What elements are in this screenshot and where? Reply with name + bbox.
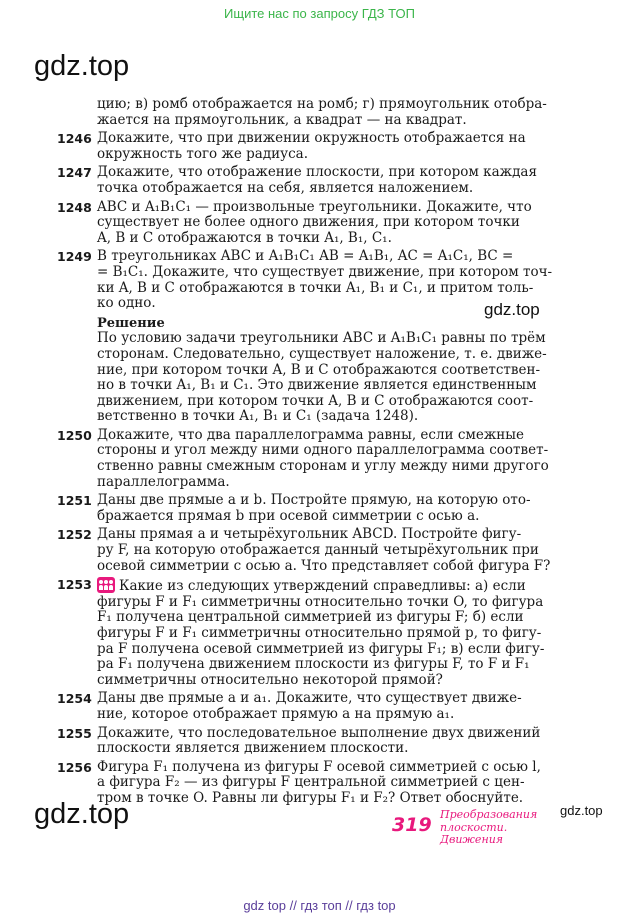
text-line: ко одно. bbox=[97, 295, 156, 312]
problem-number: 1256 bbox=[57, 759, 92, 775]
text-line: фигуры F и F₁ симметричны относительно точки O, то фигура bbox=[97, 593, 544, 610]
text-line: а фигура F₂ — из фигуры F центральной симметрией с цен- bbox=[97, 774, 525, 791]
text-line: жается на прямоугольник, а квадрат — на квадрат. bbox=[97, 111, 467, 128]
text-line: ру F, на которую отображается данный четырёхугольник при bbox=[97, 542, 539, 559]
problem-number: 1255 bbox=[57, 725, 92, 741]
problem-1246 bbox=[57, 131, 565, 162]
text-line: тром в точке O. Равны ли фигуры F₁ и F₂? Ответ обоснуйте. bbox=[97, 789, 524, 806]
text-line: фигуры F и F₁ симметричны относительно прямой p, то фигу- bbox=[97, 625, 542, 641]
problem-number: 1254 bbox=[57, 691, 92, 707]
text-line: сторонам. Следовательно, существует наложение, т. е. движе- bbox=[97, 345, 547, 362]
footer-links[interactable]: gdz top // гдз топ // гдз top bbox=[243, 898, 396, 913]
problem-number: 1252 bbox=[57, 527, 92, 543]
problem-1256 bbox=[57, 760, 565, 807]
text-line: В треугольниках ABC и A₁B₁C₁ AB = A₁B₁, AC = A₁C₁, BC = bbox=[97, 248, 514, 265]
text-line: A, B и C отображаются в точки A₁, B₁, C₁. bbox=[97, 229, 392, 246]
text-line: ственно равны смежным сторонам и углу между ними другого bbox=[97, 458, 549, 475]
problem-1253 bbox=[57, 577, 565, 688]
text-line: ра F₁ получена движением плоскости из фигуры F, то F и F₁ bbox=[97, 656, 530, 673]
continuation-text bbox=[57, 97, 565, 128]
problem-number: 1251 bbox=[57, 493, 92, 509]
section-title-line: плоскости. bbox=[440, 820, 508, 834]
problem-1254 bbox=[57, 691, 565, 722]
text-line: движением, при котором точки A, B и C отображаются соот- bbox=[97, 392, 534, 409]
text-line: симметричны относительно некоторой прямой? bbox=[97, 671, 443, 688]
page-content bbox=[57, 97, 565, 807]
text-line: Какие из следующих утверждений справедливы: а) если bbox=[119, 578, 526, 595]
text-line: Докажите, что последовательное выполнение двух движений bbox=[97, 724, 541, 741]
problem-number: 1246 bbox=[57, 131, 92, 147]
text-line: параллелограмма. bbox=[97, 473, 230, 490]
section-title bbox=[440, 809, 537, 847]
top-banner[interactable]: Ищите нас по запросу ГДЗ ТОП bbox=[224, 6, 415, 21]
text-line: бражается прямая b при осевой симметрии с осью a. bbox=[97, 507, 480, 524]
problem-number: 1250 bbox=[57, 427, 92, 443]
text-line: окружность того же радиуса. bbox=[97, 145, 308, 162]
text-line: Докажите, что при движении окружность отображается на bbox=[97, 130, 526, 147]
text-line: ра F получена осевой симметрией из фигуры F₁; в) если фигу- bbox=[97, 640, 545, 657]
section-title-line: Движения bbox=[440, 833, 504, 846]
text-line: но в точки A₁, B₁ и C₁. Это движение является единственным bbox=[97, 377, 537, 394]
problem-number: 1253 bbox=[57, 577, 92, 593]
solution-heading: Решение bbox=[97, 315, 165, 331]
text-line: стороны и угол между ними одного параллелограмма соответ- bbox=[97, 442, 549, 459]
text-line: существует не более одного движения, при котором точки bbox=[97, 214, 520, 231]
text-line: Даны две прямые a и b. Постройте прямую, на которую ото- bbox=[97, 492, 531, 509]
text-line: ветственно в точки A₁, B₁ и C₁ (задача 1248). bbox=[97, 408, 419, 425]
problem-1248 bbox=[57, 200, 565, 247]
text-line: F₁ получена центральной симметрией из фигуры F; б) если bbox=[97, 609, 524, 626]
text-line: Даны две прямые a и a₁. Докажите, что существует движе- bbox=[97, 690, 522, 707]
text-line: Фигура F₁ получена из фигуры F осевой симметрией с осью l, bbox=[97, 758, 541, 775]
text-line: точка отображается на себя, является наложением. bbox=[97, 179, 474, 196]
text-line: плоскости является движением плоскости. bbox=[97, 740, 409, 757]
problem-1250 bbox=[57, 428, 565, 490]
problem-1255 bbox=[57, 726, 565, 757]
problem-1247 bbox=[57, 165, 565, 196]
text-line: осевой симметрии с осью a. Что представляет собой фигура F? bbox=[97, 557, 551, 574]
section-title-line: Преобразования bbox=[440, 808, 538, 821]
watermark-logo-bottom: gdz.top bbox=[34, 798, 130, 830]
text-line: По условию задачи треугольники ABC и A₁B₁C₁ равны по трём bbox=[97, 330, 546, 347]
text-line: ние, которое отображает прямую a на прямую a₁. bbox=[97, 705, 455, 722]
text-line: Докажите, что отображение плоскости, при котором каждая bbox=[97, 164, 537, 181]
text-line: Докажите, что два параллелограмма равны, если смежные bbox=[97, 426, 525, 443]
watermark-logo-middle: gdz.top bbox=[484, 300, 540, 319]
problem-number: 1249 bbox=[57, 249, 92, 265]
text-line: Даны прямая a и четырёхугольник ABCD. Постройте фигу- bbox=[97, 526, 522, 543]
page-number: 319 bbox=[392, 814, 432, 836]
watermark-logo-top: gdz.top bbox=[34, 50, 130, 82]
problem-1251 bbox=[57, 493, 565, 524]
problem-number: 1247 bbox=[57, 165, 92, 181]
text-line: = B₁C₁. Докажите, что существует движение, при котором точ- bbox=[97, 263, 553, 280]
text-line: ки A, B и C отображаются в точки A₁, B₁ и C₁, и притом толь- bbox=[97, 279, 534, 296]
problem-1249 bbox=[57, 249, 565, 425]
text-line: ABC и A₁B₁C₁ — произвольные треугольники. Докажите, что bbox=[97, 198, 532, 215]
problem-number: 1248 bbox=[57, 199, 92, 215]
text-line: цию; в) ромб отображается на ромб; г) прямоугольник отобра- bbox=[97, 96, 547, 112]
watermark-logo-corner: gdz.top bbox=[560, 803, 603, 818]
text-line: ние, при котором точки A, B и C отображаются соответствен- bbox=[97, 361, 541, 378]
group-work-icon bbox=[97, 577, 115, 593]
problem-1252 bbox=[57, 527, 565, 574]
